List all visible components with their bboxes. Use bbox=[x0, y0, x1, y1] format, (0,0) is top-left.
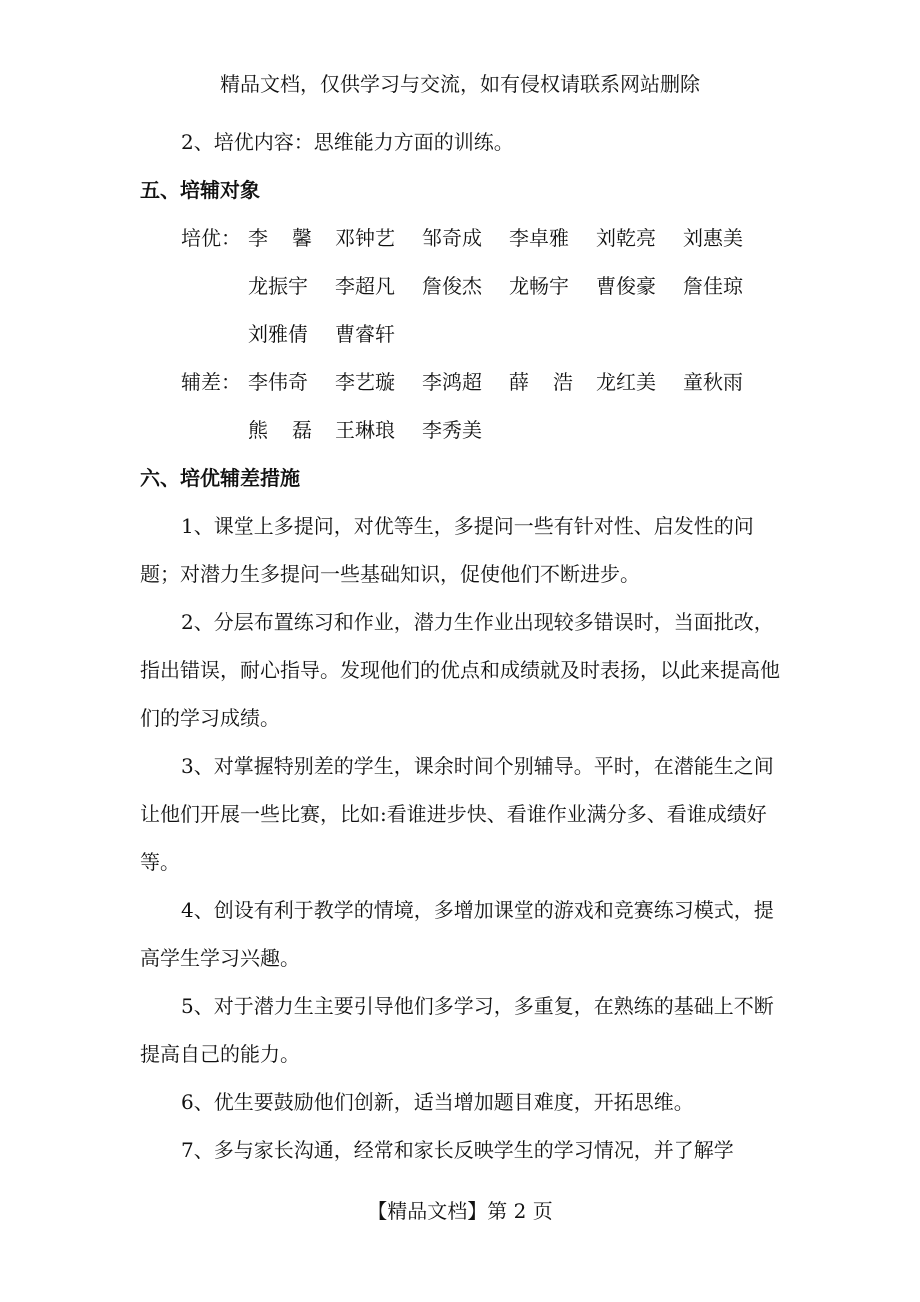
section-5-heading: 五、培辅对象 bbox=[140, 178, 260, 202]
student-name: 詹俊杰 bbox=[422, 274, 482, 298]
measure-3: 3、对掌握特别差的学生，课余时间个别辅导。平时，在潜能生之间让他们开展一些比赛，比如:看谁进步快、看谁作业满分多、看谁成绩好等。 bbox=[140, 754, 774, 874]
fucha-group bbox=[181, 358, 785, 454]
measure-7: 7、多与家长沟通，经常和家长反映学生的学习情况，并了解学 bbox=[181, 1138, 734, 1162]
measure-4: 4、创设有利于教学的情境，多增加课堂的游戏和竞赛练习模式，提高学生学习兴趣。 bbox=[140, 898, 774, 970]
measure-2: 2、分层布置练习和作业，潜力生作业出现较多错误时，当面批改，指出错误，耐心指导。发现他们的优点和成绩就及时表扬，以此来提高他们的学习成绩。 bbox=[140, 610, 780, 730]
student-name: 薛浩 bbox=[509, 370, 597, 394]
student-name: 李秀美 bbox=[422, 418, 482, 442]
peiyou-label: 培优： bbox=[181, 226, 241, 250]
measure-1: 1、课堂上多提问，对优等生，多提问一些有针对性、启发性的问题；对潜力生多提问一些基础知识，促使他们不断进步。 bbox=[140, 514, 754, 586]
page-header-disclaimer: 精品文档，仅供学习与交流，如有侵权请联系网站删除 bbox=[220, 72, 700, 96]
student-name: 李艺璇 bbox=[335, 370, 395, 394]
student-name: 曹俊豪 bbox=[596, 274, 656, 298]
student-name: 李伟奇 bbox=[248, 370, 308, 394]
student-name: 童秋雨 bbox=[683, 370, 743, 394]
student-name: 邹奇成 bbox=[422, 226, 482, 250]
student-name: 邓钟艺 bbox=[335, 226, 395, 250]
student-name: 李超凡 bbox=[335, 274, 395, 298]
student-name: 龙红美 bbox=[596, 370, 656, 394]
student-name: 龙振宇 bbox=[248, 274, 308, 298]
student-name: 刘惠美 bbox=[683, 226, 743, 250]
student-name: 曹睿轩 bbox=[335, 322, 395, 346]
student-name: 王琳琅 bbox=[335, 418, 395, 442]
peiyou-names bbox=[248, 214, 785, 358]
student-name: 龙畅宇 bbox=[509, 274, 569, 298]
student-name: 詹佳琼 bbox=[683, 274, 743, 298]
student-name: 刘乾亮 bbox=[596, 226, 656, 250]
student-name: 刘雅倩 bbox=[248, 322, 308, 346]
measure-5: 5、对于潜力生主要引导他们多学习，多重复，在熟练的基础上不断提高自己的能力。 bbox=[140, 994, 774, 1066]
student-name: 李卓雅 bbox=[509, 226, 569, 250]
fucha-names bbox=[248, 358, 785, 454]
measure-6: 6、优生要鼓励他们创新，适当增加题目难度，开拓思维。 bbox=[181, 1090, 694, 1114]
student-name: 李馨 bbox=[248, 226, 336, 250]
section-6-heading: 六、培优辅差措施 bbox=[140, 466, 300, 490]
training-content-line: 2、培优内容：思维能力方面的训练。 bbox=[181, 130, 514, 154]
page-footer: 【精品文档】第 2 页 bbox=[367, 1199, 553, 1223]
document-body bbox=[140, 118, 785, 1174]
peiyou-group bbox=[181, 214, 785, 358]
student-name: 李鸿超 bbox=[422, 370, 482, 394]
student-name: 熊磊 bbox=[248, 418, 336, 442]
fucha-label: 辅差： bbox=[181, 370, 241, 394]
